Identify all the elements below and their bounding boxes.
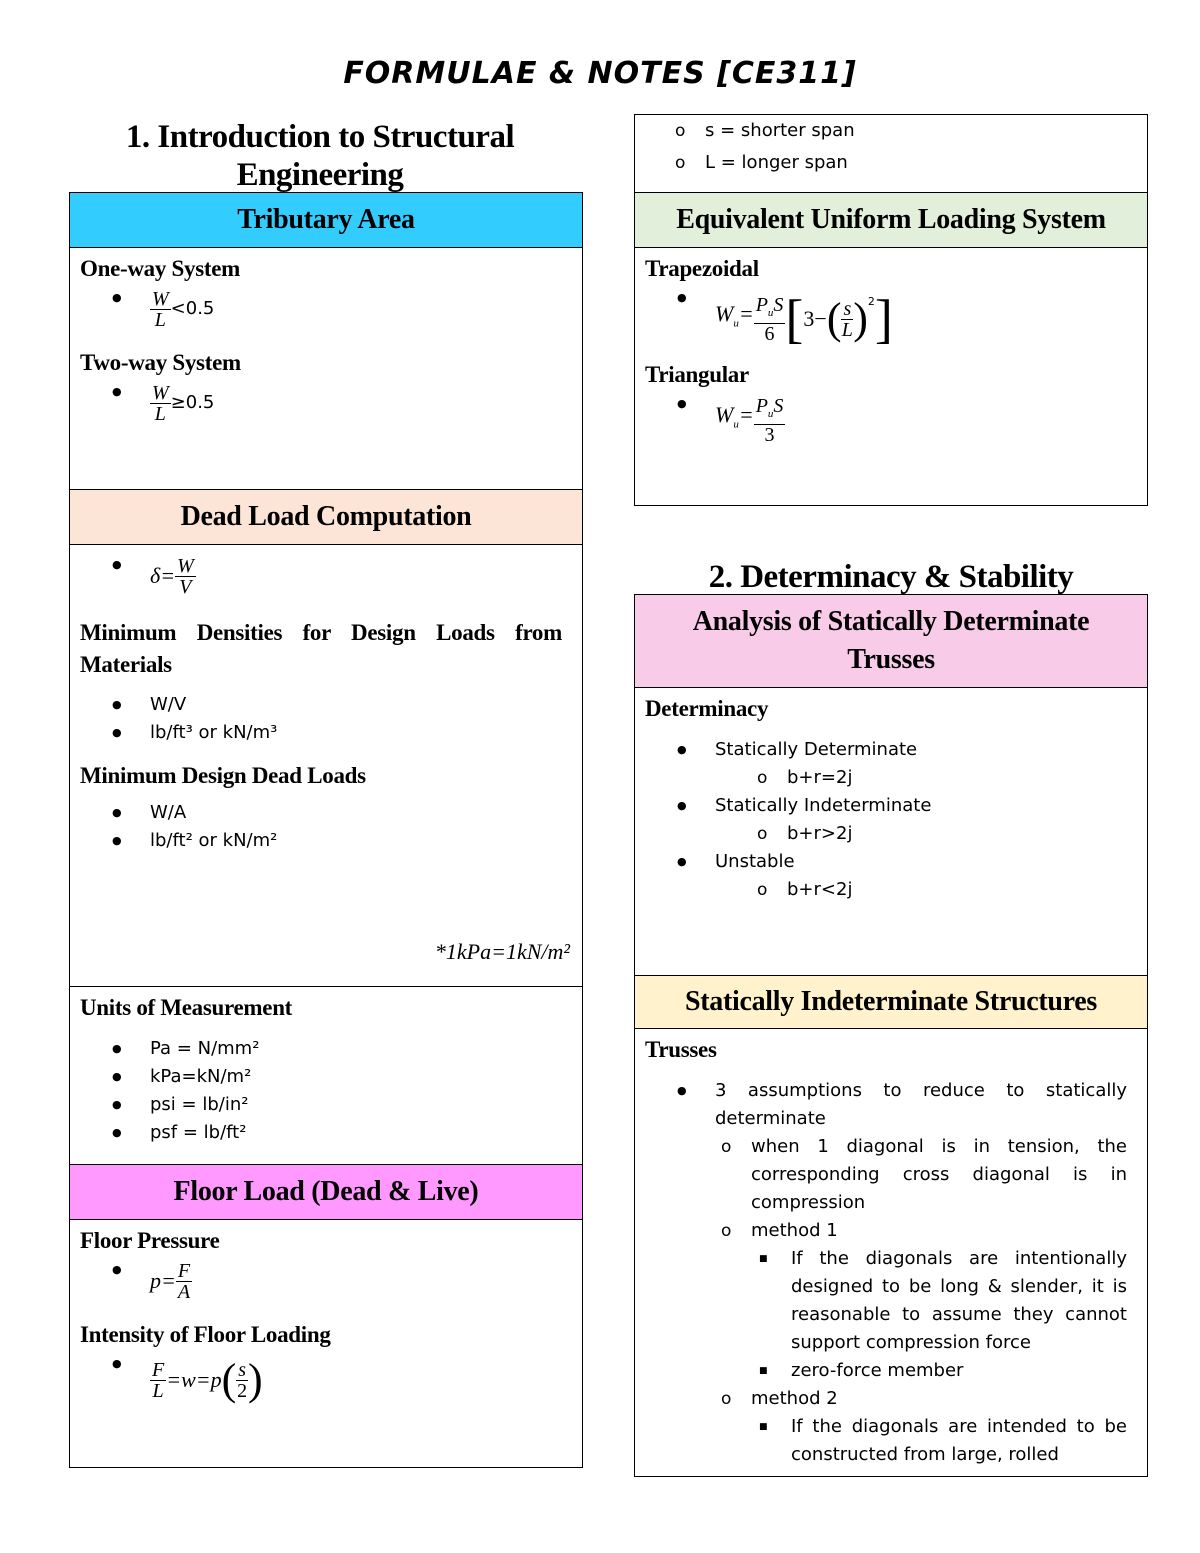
design-item: ● W/A: [150, 799, 572, 827]
page-title: FORMULAE & NOTES [CE311]: [343, 56, 857, 91]
determinacy-condition: o b+r<2j: [787, 876, 1137, 904]
units-item: ● kPa=kN/m²: [150, 1063, 572, 1091]
units-item: ● psf = lb/ft²: [150, 1119, 572, 1147]
span-item: o s = shorter span: [705, 117, 1147, 145]
two-way-relation: ≥0.5: [170, 392, 215, 413]
w-over-v-fraction: $\frac{W}{V}$: [177, 554, 194, 598]
trap-three: 3: [803, 306, 815, 331]
trapezoidal-title: Trapezoidal: [645, 256, 759, 281]
units-item: ● psi = lb/in²: [150, 1091, 572, 1119]
method-1-result: ■ zero-force member: [791, 1357, 1137, 1385]
indeterminate-header: Statically Indeterminate Structures: [635, 976, 1147, 1029]
wu-symbol: ● $W_u=$: [715, 402, 754, 431]
section-2-title: 2. Determinacy & Stability: [708, 559, 1074, 595]
densities-item: ● W/V: [150, 691, 572, 719]
two-way-title: Two-way System: [80, 350, 241, 375]
method-1: o method 1: [751, 1217, 1137, 1245]
trap-power: 2: [867, 295, 875, 308]
determinacy-item: ● Statically Determinate: [715, 736, 1137, 764]
w-over-l-fraction: ● $\frac{W}{L}$: [152, 287, 169, 331]
pus-over-3-fraction: $\frac{P_uS}{3}$: [755, 394, 784, 446]
determinacy-item: ● Unstable: [715, 848, 1137, 876]
determinacy-condition: o b+r>2j: [787, 820, 1137, 848]
pressure-lhs: ● p=: [150, 1268, 176, 1293]
analysis-box: [634, 594, 1148, 976]
method-1-detail: ■ If the diagonals are intentionally designed to be long & slender, it is reasonable to assume they cannot support compression force: [791, 1245, 1137, 1357]
f-over-l-fraction: ● $\frac{F}{L}$: [152, 1358, 165, 1402]
method-2-detail: ■ If the diagonals are intended to be constructed from large, rolled: [791, 1413, 1137, 1469]
s-over-2-fraction: $\frac{s}{2}$: [237, 1358, 248, 1402]
determinacy-condition: o b+r=2j: [787, 764, 1137, 792]
equivalent-loading-header: Equivalent Uniform Loading System: [635, 193, 1147, 248]
f-over-a-fraction: $\frac{F}{A}$: [177, 1259, 191, 1303]
assumption-detail: o when 1 diagonal is in tension, the corresponding cross diagonal is in compression: [751, 1133, 1137, 1217]
indeterminate-box: [634, 975, 1148, 1477]
trusses-title: Trusses: [645, 1037, 717, 1062]
pus-over-6-fraction: $\frac{P_uS}{6}$: [755, 293, 784, 345]
floor-load-header: Floor Load (Dead & Live): [70, 1165, 582, 1220]
design-dead-loads-title: Minimum Design Dead Loads: [80, 763, 366, 788]
assumptions-item: ● 3 assumptions to reduce to statically determinate: [715, 1077, 1137, 1133]
wu-symbol: ● $W_u=$: [715, 301, 754, 330]
analysis-header: Analysis of Statically Determinate Trusses: [635, 595, 1147, 688]
section-1-title: 1. Introduction to Structural Engineering: [125, 119, 515, 193]
densities-title: Minimum Densities for Design Loads from Materials: [80, 620, 562, 677]
one-way-relation: <0.5: [170, 298, 215, 319]
tributary-area-header: Tributary Area: [70, 193, 582, 248]
triangular-title: Triangular: [645, 362, 749, 387]
delta-symbol: ● δ=: [150, 563, 176, 588]
design-item: ● lb/ft² or kN/m²: [150, 827, 572, 855]
equivalent-loading-box: Equivalent Uniform Loading System Trapezoidal ● $W_u=$ $\frac{P_uS}{6}$ [ 3 − ( $\frac{s}{L}$ ) $^2$ ] Triangular ● $W_u=$ $\frac{P_uS}{3}$: [634, 192, 1148, 506]
trap-minus: −: [814, 306, 827, 331]
units-box: [69, 986, 583, 1166]
w-over-l-fraction: ● $\frac{W}{L}$: [152, 381, 169, 425]
floor-pressure-title: Floor Pressure: [80, 1228, 220, 1253]
dead-load-header: Dead Load Computation: [70, 490, 582, 545]
units-title: Units of Measurement: [80, 995, 293, 1020]
one-way-title: One-way System: [80, 256, 240, 281]
intensity-mid: =w=p: [166, 1367, 222, 1392]
s-over-l-fraction: $\frac{s}{L}$: [841, 297, 853, 341]
span-item: o L = longer span: [705, 149, 1147, 177]
densities-item: ● lb/ft³ or kN/m³: [150, 719, 572, 747]
unit-note: *1kPa=1kN/m²: [434, 939, 570, 964]
tributary-area-box: [69, 192, 583, 490]
method-2: o method 2: [751, 1385, 1137, 1413]
floor-intensity-title: Intensity of Floor Loading: [80, 1322, 331, 1347]
dead-load-box: [69, 489, 583, 987]
determinacy-item: ● Statically Indeterminate: [715, 792, 1137, 820]
spans-box: [634, 114, 1148, 194]
units-item: ● Pa = N/mm²: [150, 1035, 572, 1063]
determinacy-title: Determinacy: [645, 696, 769, 721]
floor-load-box: Floor Load (Dead & Live) Floor Pressure ● p= $\frac{F}{A}$ Intensity of Floor Loading ● $\frac{F}{L}$ =w=p ( $\frac{s}{2}$ ): [69, 1164, 583, 1468]
